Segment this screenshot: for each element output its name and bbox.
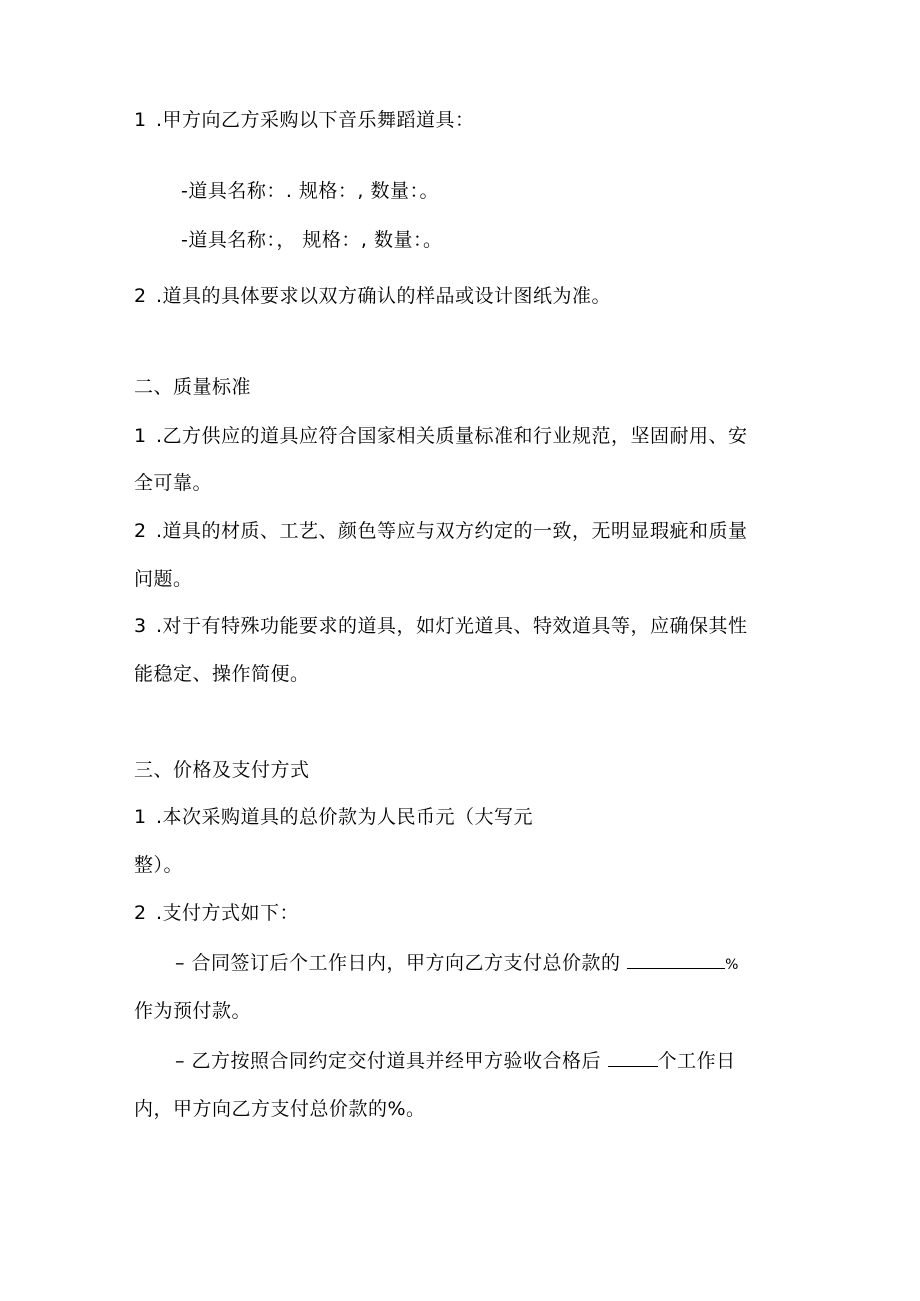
clause-text: .支付方式如下： [156, 902, 300, 924]
payment-item-text: 个工作日 [657, 1050, 736, 1072]
clause-text: .道具的具体要求以双方确认的样品或设计图纸为准。 [156, 285, 612, 307]
clause-text: .道具的材质、工艺、颜色等应与双方约定的一致，无明显瑕疵和质量 [156, 520, 748, 542]
prop-item-text: -道具名称：， 规格：, 数量：。 [181, 229, 443, 251]
payment-item-2-continued [134, 1097, 426, 1121]
clause-text: 整）。 [134, 854, 184, 876]
clause-2-3 [134, 614, 748, 638]
section-heading-text: 二、质量标准 [134, 376, 252, 398]
clause-text: .甲方向乙方采购以下音乐舞蹈道具： [156, 109, 475, 131]
clause-text: .对于有特殊功能要求的道具，如灯光道具、特效道具等，应确保其性 [156, 615, 748, 637]
percent-blank [627, 952, 725, 969]
prop-item-2 [181, 228, 442, 252]
clause-2-1 [134, 424, 748, 448]
clause-number: 1 [134, 109, 147, 131]
clause-3-1 [134, 805, 533, 829]
clause-number: 2 [134, 902, 147, 924]
clause-text: 能稳定、操作简便。 [134, 663, 310, 685]
clause-2-1-continued [134, 471, 212, 495]
payment-item-text: 内，甲方向乙方支付总价款的%。 [134, 1098, 426, 1120]
clause-text: .本次采购道具的总价款为人民币元（大写元 [156, 806, 534, 828]
clause-text: .乙方供应的道具应符合国家相关质量标准和行业规范，坚固耐用、安 [156, 425, 748, 447]
clause-text: 问题。 [134, 568, 193, 590]
clause-2-2-continued [134, 567, 193, 591]
clause-3-2 [134, 901, 299, 925]
clause-number: 1 [134, 425, 147, 447]
clause-1-2 [134, 284, 611, 308]
payment-item-1 [175, 951, 739, 977]
clause-number: 2 [134, 285, 147, 307]
payment-item-1-continued [134, 999, 251, 1023]
percent-sign: % [725, 957, 739, 973]
payment-item-text: 作为预付款。 [134, 1000, 252, 1022]
clause-number: 3 [134, 615, 147, 637]
clause-2-3-continued [134, 662, 310, 686]
clause-text: 全可靠。 [134, 472, 213, 494]
clause-number: 2 [134, 520, 147, 542]
clause-1-1 [134, 108, 475, 132]
prop-item-1 [181, 179, 439, 203]
section-heading-price [134, 758, 310, 782]
payment-item-2 [175, 1049, 736, 1073]
workday-blank [608, 1050, 658, 1067]
prop-item-text: -道具名称：. 规格：, 数量：。 [181, 180, 440, 202]
clause-2-2 [134, 519, 748, 543]
section-heading-quality [134, 375, 251, 399]
payment-item-text: – 乙方按照合同约定交付道具并经甲方验收合格后 [175, 1050, 602, 1072]
section-heading-text: 三、价格及支付方式 [134, 759, 310, 781]
clause-number: 1 [134, 806, 147, 828]
payment-item-text: – 合同签订后个工作日内，甲方向乙方支付总价款的 [175, 952, 621, 974]
clause-3-1-continued [134, 853, 183, 877]
